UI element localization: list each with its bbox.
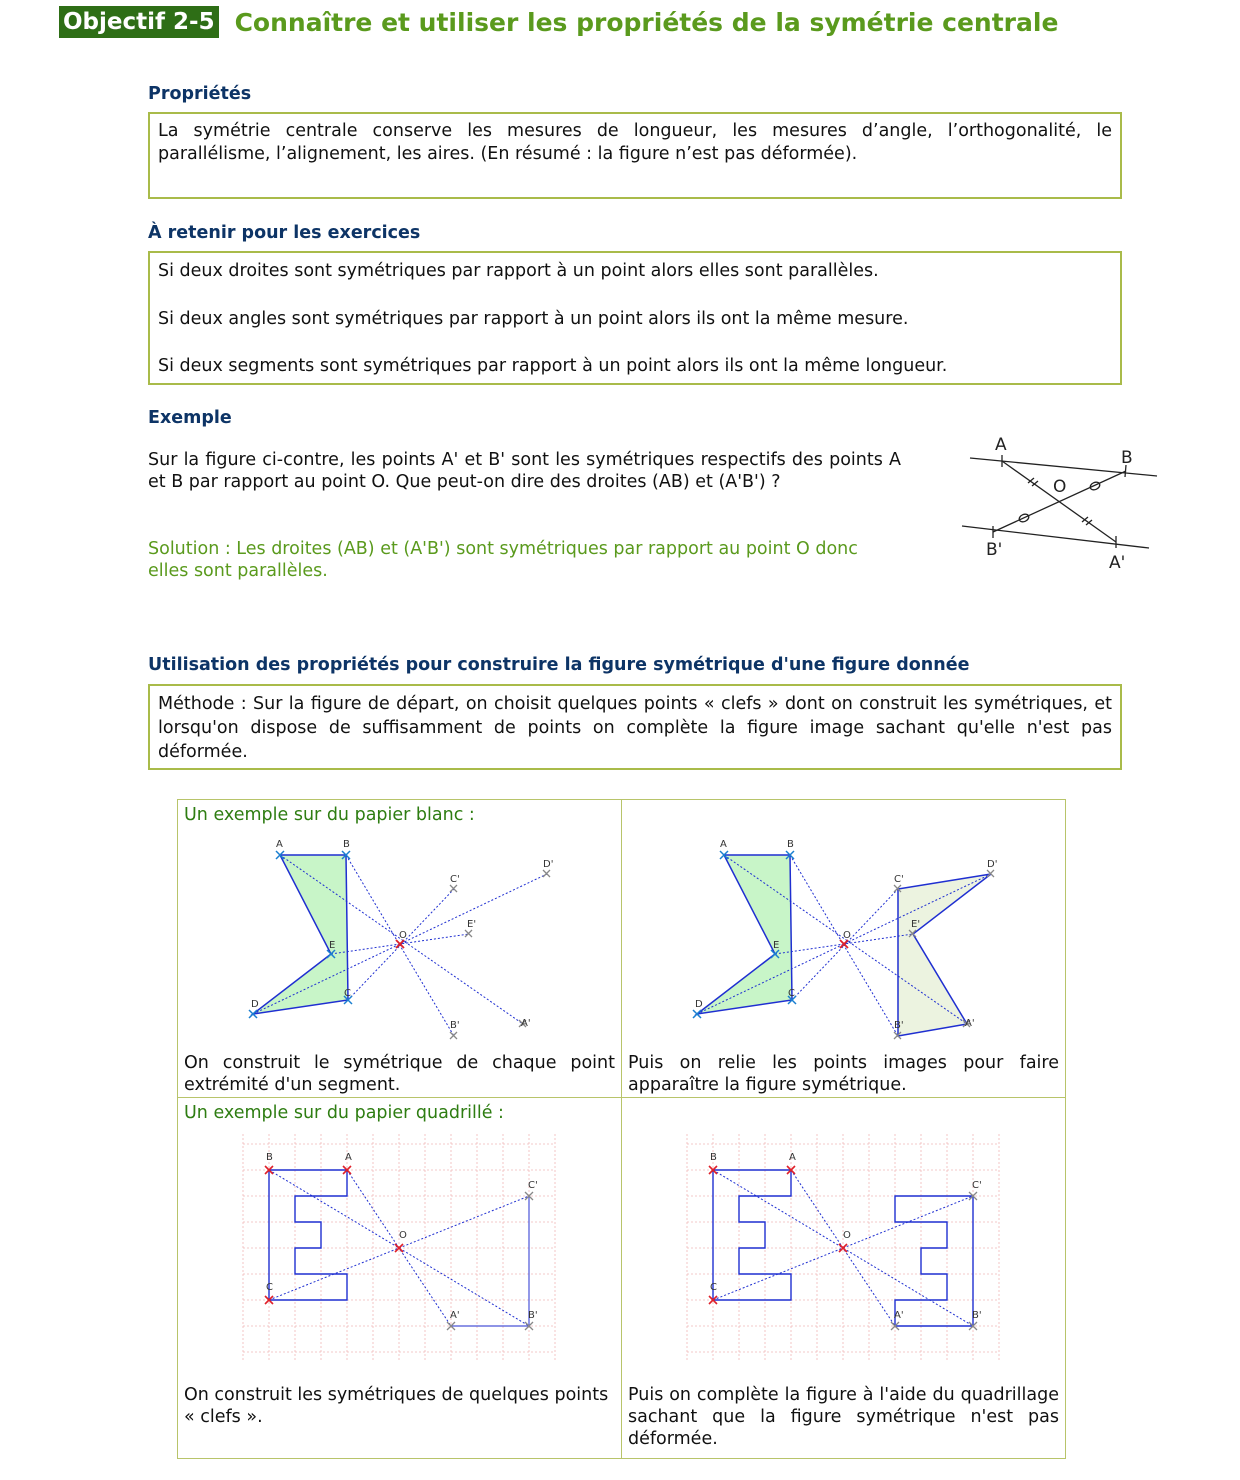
exemple-solution: Solution : Les droites (AB) et (A'B') sont symétriques par rapport au point O donc elles sont parallèles. [148, 539, 858, 581]
fig2-label-a: A [720, 839, 727, 850]
fig1-label-b: B [343, 839, 350, 850]
fig1-label-dp: D' [543, 859, 554, 870]
grid1-label-b: B [266, 1152, 273, 1163]
label-bp: B' [986, 540, 1003, 560]
label-a: A [995, 435, 1007, 455]
examples-table [177, 799, 1066, 1459]
white-paper-caption: Un exemple sur du papier blanc : [184, 805, 475, 825]
objective-badge: Objectif 2-5 [59, 6, 219, 38]
retenir-heading: À retenir pour les exercices [148, 223, 421, 243]
fig2-label-ep: E' [911, 919, 921, 930]
grid-paper-step1-text: On construit les symétriques de quelques points « clefs ». [184, 1385, 609, 1427]
label-b: B [1121, 448, 1133, 468]
exemple-heading: Exemple [148, 408, 232, 428]
methode-text: Méthode : Sur la figure de départ, on choisit quelques points « clefs » dont on construit les symétriques, et lorsqu'on dispose de suffisamment de points on complète la figure image sachant qu'elle n'est pas déformée. [158, 694, 1112, 762]
proprietes-box [148, 112, 1122, 199]
label-ap: A' [1109, 553, 1126, 573]
grid1-label-o: O [399, 1230, 407, 1241]
fig2-label-cp: C' [894, 874, 904, 885]
fig1-label-bp: B' [450, 1020, 460, 1031]
exemple-question: Sur la figure ci-contre, les points A' et B' sont les symétriques respectifs des points A et B par rapport au point O. Que peut-on dire des droites (AB) et (A'B') ? [148, 450, 901, 492]
cell-grid-paper-step2 [622, 1098, 1066, 1459]
grid2-label-ap: A' [894, 1310, 904, 1321]
fig1-label-ap: A' [521, 1018, 531, 1029]
white-paper-step2-text: Puis on relie les points images pour faire apparaître la figure symétrique. [628, 1053, 1059, 1095]
fig1-label-e: E [329, 940, 336, 951]
fig1-label-d: D [251, 999, 259, 1010]
grid-paper-caption: Un exemple sur du papier quadrillé : [184, 1103, 504, 1123]
grid1-label-ap: A' [450, 1310, 460, 1321]
fig1-label-cp: C' [450, 874, 460, 885]
grid1-label-cp: C' [528, 1180, 538, 1191]
grid2-label-c: C [710, 1282, 717, 1293]
fig1-label-ep: E' [467, 919, 477, 930]
page-header [59, 6, 1058, 38]
grid2-label-a: A [789, 1152, 796, 1163]
white-paper-step1-text: On construit le symétrique de chaque point extrémité d'un segment. [184, 1053, 615, 1095]
white-paper-figure-step2 [622, 828, 1065, 1050]
fig2-label-bp: B' [894, 1020, 904, 1031]
retenir-line: Si deux segments sont symétriques par rapport à un point alors ils ont la même longueur. [158, 356, 948, 376]
fig2-label-o: O [843, 930, 851, 941]
fig1-label-c: C [344, 988, 351, 999]
utilisation-heading: Utilisation des propriétés pour construire la figure symétrique d'une figure donnée [148, 655, 970, 675]
grid2-label-cp: C' [972, 1180, 982, 1191]
grid2-label-bp: B' [972, 1310, 982, 1321]
proprietes-text: La symétrie centrale conserve les mesures de longueur, les mesures d’angle, l’orthogonalité, le parallélisme, l’alignement, les aires. (En résumé : la figure n’est pas déformée). [158, 121, 1112, 164]
grid1-label-c: C [266, 1282, 273, 1293]
retenir-line: Si deux angles sont symétriques par rapport à un point alors ils ont la même mesure. [158, 309, 909, 329]
fig2-label-c: C [788, 988, 795, 999]
fig2-label-b: B [787, 839, 794, 850]
grid-paper-step2-text: Puis on complète la figure à l'aide du quadrillage sachant que la figure symétrique n'est pas déformée. [628, 1385, 1059, 1449]
retenir-box [148, 251, 1122, 385]
page-title: Connaître et utiliser les propriétés de la symétrie centrale [234, 7, 1059, 37]
grid2-label-o: O [843, 1230, 851, 1241]
fig2-label-ap: A' [965, 1018, 975, 1029]
fig2-label-e: E [773, 940, 780, 951]
white-paper-figure-step1 [178, 828, 621, 1050]
cell-grid-paper-step1 [178, 1098, 622, 1459]
fig2-label-dp: D' [987, 859, 998, 870]
grid1-label-a: A [345, 1152, 352, 1163]
grid2-label-b: B [710, 1152, 717, 1163]
fig1-label-o: O [399, 930, 407, 941]
grid-paper-figure-step1 [178, 1126, 621, 1378]
retenir-line: Si deux droites sont symétriques par rapport à un point alors elles sont parallèles. [158, 261, 879, 281]
proprietes-heading: Propriétés [148, 84, 252, 104]
cell-white-paper-step2 [622, 800, 1066, 1098]
cell-white-paper-step1 [178, 800, 622, 1098]
fig2-label-d: D [695, 999, 703, 1010]
grid1-label-bp: B' [528, 1310, 538, 1321]
fig1-label-a: A [276, 839, 283, 850]
methode-box [148, 684, 1122, 770]
grid-paper-figure-step2 [622, 1126, 1065, 1378]
exemple-figure [950, 428, 1165, 578]
label-o: O [1053, 477, 1067, 497]
